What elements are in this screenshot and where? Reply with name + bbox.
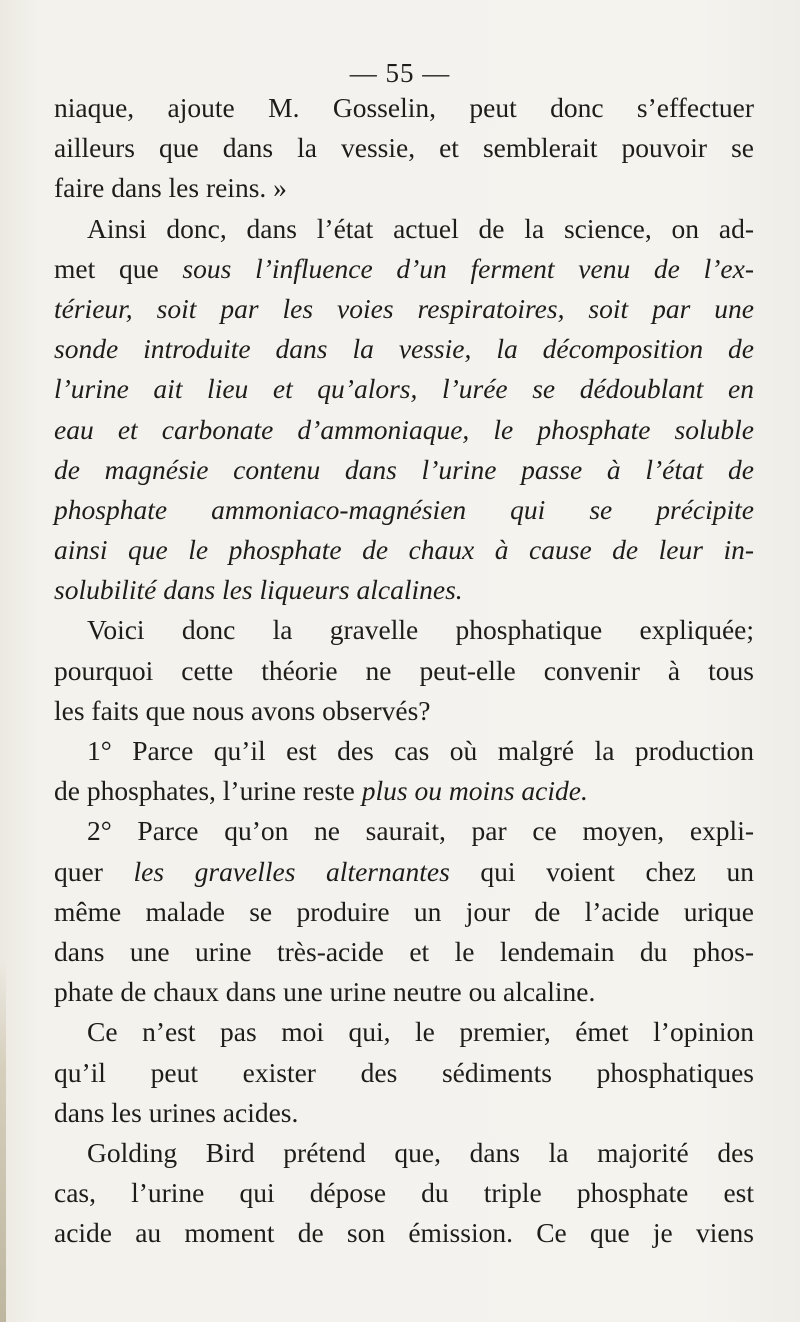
text-line <box>54 932 754 972</box>
italic-text: térieur, soit par les voies respiratoires, soit par une <box>54 292 754 324</box>
text-segment: qu’il peut exister des sédiments phosphatiques <box>54 1056 754 1088</box>
page-edge-shadow <box>0 960 6 1322</box>
text-line <box>54 289 754 329</box>
text-line <box>54 731 754 771</box>
italic-text: l’urine ait lieu et qu’alors, l’urée se dédoublant en <box>54 373 754 405</box>
italic-text: sous l’influence d’un ferment venu de l’ex- <box>182 252 754 284</box>
italic-text: phosphate ammoniaco-magnésien qui se précipite <box>54 493 754 525</box>
text-segment: Golding Bird prétend que, dans la majorité des <box>87 1136 754 1168</box>
text-segment: cas, l’urine qui dépose du triple phosphate est <box>54 1177 754 1209</box>
text-line <box>54 651 754 691</box>
text-line <box>54 369 754 409</box>
italic-text: solubilité dans les liqueurs alcalines. <box>54 574 463 606</box>
text-segment: niaque, ajoute M. Gosselin, peut donc s’effectuer <box>54 92 754 123</box>
italic-text: plus ou moins acide. <box>361 775 588 807</box>
text-line <box>54 691 754 731</box>
text-segment: qui voient chez un <box>449 855 754 887</box>
text-line <box>54 1053 754 1093</box>
text-segment: dans une urine très-acide et le lendemain du phos- <box>54 935 754 967</box>
text-line <box>54 892 754 932</box>
text-segment: quer <box>54 855 134 887</box>
text-line <box>54 530 754 570</box>
text-line <box>54 570 754 610</box>
italic-text: sonde introduite dans la vessie, la décomposition de <box>54 333 754 365</box>
text-line <box>54 249 754 289</box>
page-number-header: — 55 — <box>349 58 451 88</box>
text-line <box>54 771 754 811</box>
text-line <box>54 1173 754 1213</box>
text-line <box>54 450 754 490</box>
text-line <box>54 1133 754 1173</box>
text-segment: Ainsi donc, dans l’état actuel de la science, on ad- <box>87 212 754 244</box>
text-segment: de phosphates, l’urine reste <box>54 775 362 807</box>
text-line <box>54 490 754 530</box>
text-line <box>54 1093 754 1133</box>
text-segment: met que <box>54 252 183 284</box>
text-segment: faire dans les reins. » <box>54 172 287 204</box>
text-segment: dans les urines acides. <box>54 1096 299 1128</box>
italic-text: ainsi que le phosphate de chaux à cause de leur in- <box>54 534 754 566</box>
text-line <box>54 168 754 208</box>
text-line <box>54 329 754 369</box>
text-segment: les faits que nous avons observés? <box>54 694 431 726</box>
text-segment: pourquoi cette théorie ne peut-elle convenir à tous <box>54 654 754 686</box>
text-line <box>54 209 754 249</box>
text-line <box>54 852 754 892</box>
text-segment: 2° Parce qu’on ne saurait, par ce moyen, expli- <box>87 815 754 847</box>
text-line <box>54 410 754 450</box>
text-segment: acide au moment de son émission. Ce que je viens <box>54 1217 754 1249</box>
italic-text: de magnésie contenu dans l’urine passe à l’état de <box>54 453 754 485</box>
text-segment: Ce n’est pas moi qui, le premier, émet l’opinion <box>87 1016 754 1048</box>
italic-text: eau et carbonate d’ammoniaque, le phosphate soluble <box>54 413 754 445</box>
text-segment: phate de chaux dans une urine neutre ou alcaline. <box>54 976 596 1008</box>
text-segment: ailleurs que dans la vessie, et semblerait pouvoir se <box>54 132 754 164</box>
text-line <box>54 1213 754 1253</box>
italic-text: les gravelles alternantes <box>133 855 450 887</box>
body-text <box>54 88 754 1253</box>
text-line <box>54 610 754 650</box>
text-segment: même malade se produire un jour de l’acide urique <box>54 895 754 927</box>
text-line <box>54 128 754 168</box>
text-line <box>54 972 754 1012</box>
text-line <box>54 1012 754 1052</box>
text-segment: Voici donc la gravelle phosphatique expliquée; <box>87 614 754 646</box>
text-line <box>54 88 754 128</box>
text-line <box>54 811 754 851</box>
text-segment: 1° Parce qu’il est des cas où malgré la production <box>87 735 754 766</box>
